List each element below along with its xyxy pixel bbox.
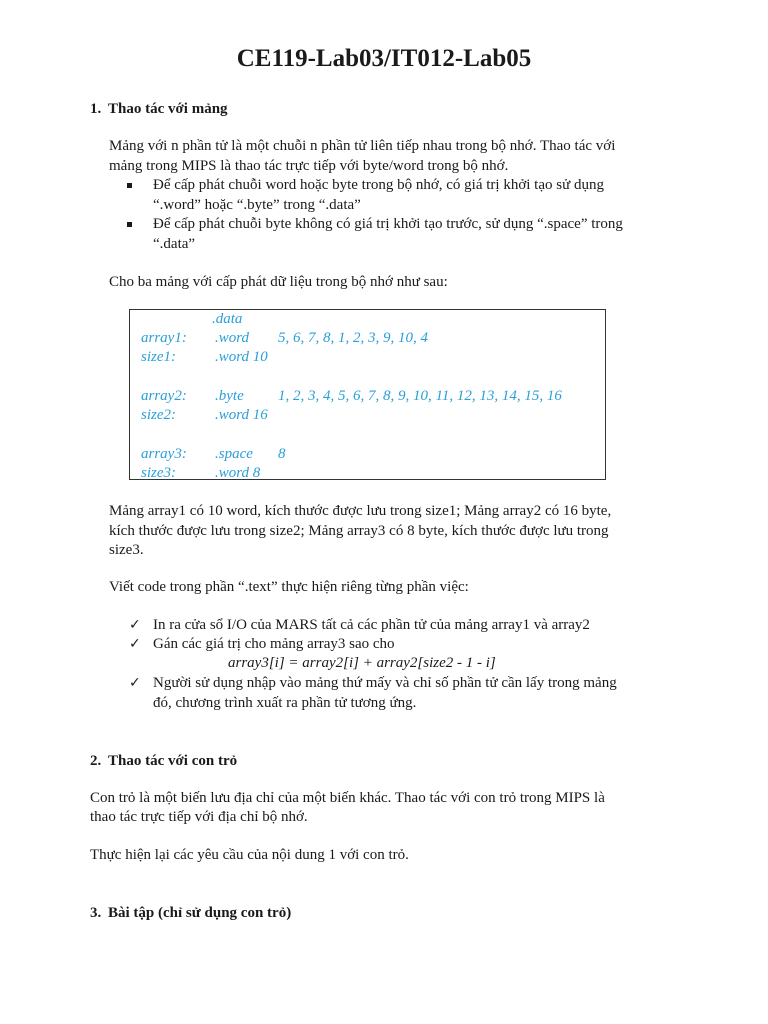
code-directive: .space: [215, 446, 253, 462]
section2-line1: Con trỏ là một biến lưu địa chỉ của một biến khác. Thao tác với con trỏ trong MIPS là: [90, 790, 605, 806]
code-label: array2:: [141, 388, 187, 404]
code-directive: .word 16: [215, 407, 268, 423]
bullet-line2: “.data”: [153, 235, 196, 252]
check-line1: In ra cửa sổ I/O của MARS tất cả các phần tử của mảng array1 và array2: [153, 617, 590, 633]
desc-line3: size3.: [109, 542, 144, 558]
code-directive: .byte: [215, 388, 244, 404]
code-label: size1:: [141, 349, 176, 365]
section1-title: Thao tác với mảng: [108, 101, 228, 117]
section3-number: 3.: [90, 905, 102, 921]
code-values: 1, 2, 3, 4, 5, 6, 7, 8, 9, 10, 11, 12, 13, 14, 15, 16: [278, 388, 562, 404]
code-directive: .word 8: [215, 465, 261, 481]
bullet-item: [131, 215, 623, 254]
bullet-line2: “.word” hoặc “.byte” trong “.data”: [153, 196, 361, 213]
code-label: array3:: [141, 446, 187, 462]
section2-heading: [90, 752, 237, 772]
checkmark-icon: ✓: [129, 675, 141, 691]
square-bullet-icon: [127, 183, 132, 188]
section2-number: 2.: [90, 753, 102, 769]
desc-line2: kích thước được lưu trong size2; Mảng array3 có 8 byte, kích thước được lưu trong: [109, 523, 609, 539]
check-item: [131, 616, 590, 636]
code-label: size3:: [141, 465, 176, 481]
code-values: 8: [278, 446, 286, 462]
section1-heading: [90, 100, 228, 120]
bullet-line1: Để cấp phát chuỗi word hoặc byte trong bộ nhớ, có giá trị khởi tạo sử dụng: [153, 177, 604, 193]
code-label: array1:: [141, 330, 187, 346]
code-directive: .word 10: [215, 349, 268, 365]
desc-line1: Mảng array1 có 10 word, kích thước được lưu trong size1; Mảng array2 có 16 byte,: [109, 503, 612, 519]
check-item: [131, 674, 617, 713]
formula: array3[i] = array2[i] + array2[size2 - 1 - i]: [228, 655, 496, 671]
checkmark-icon: ✓: [129, 617, 141, 633]
check-line1: Người sử dụng nhập vào mảng thứ mấy và chỉ số phần tử cần lấy trong mảng: [153, 675, 617, 691]
code-directive: .word: [215, 330, 250, 346]
square-bullet-icon: [127, 222, 132, 227]
section3-heading: [90, 904, 291, 924]
check-line2: đó, chương trình xuất ra phần tử tương ứng.: [153, 694, 417, 711]
task-intro: Viết code trong phần “.text” thực hiện riêng từng phần việc:: [109, 579, 469, 595]
code-values: 5, 6, 7, 8, 1, 2, 3, 9, 10, 4: [278, 330, 428, 346]
code-data-directive: .data: [212, 311, 243, 327]
check-line1: Gán các giá trị cho mảng array3 sao cho: [153, 636, 395, 652]
code-label: size2:: [141, 407, 176, 423]
section3-title: Bài tập (chỉ sử dụng con trỏ): [108, 905, 292, 921]
section2-line3: Thực hiện lại các yêu cầu của nội dung 1 với con trỏ.: [90, 847, 409, 863]
bullet-item: [131, 176, 604, 215]
page-title: CE119-Lab03/IT012-Lab05: [236, 45, 532, 72]
check-item: [131, 635, 395, 655]
section1-intro-line2: mảng trong MIPS là thao tác trực tiếp với byte/word trong bộ nhớ.: [109, 158, 509, 174]
section2-title: Thao tác với con trỏ: [108, 753, 238, 769]
section1-number: 1.: [90, 101, 102, 117]
arrays-intro: Cho ba mảng với cấp phát dữ liệu trong bộ nhớ như sau:: [109, 274, 448, 290]
section2-line2: thao tác trực tiếp với địa chỉ bộ nhớ.: [90, 809, 308, 825]
section1-intro-line1: Mảng với n phần tử là một chuỗi n phần tử liên tiếp nhau trong bộ nhớ. Thao tác với: [109, 138, 616, 154]
bullet-line1: Để cấp phát chuỗi byte không có giá trị khởi tạo trước, sử dụng “.space” trong: [153, 216, 623, 232]
checkmark-icon: ✓: [129, 636, 141, 652]
